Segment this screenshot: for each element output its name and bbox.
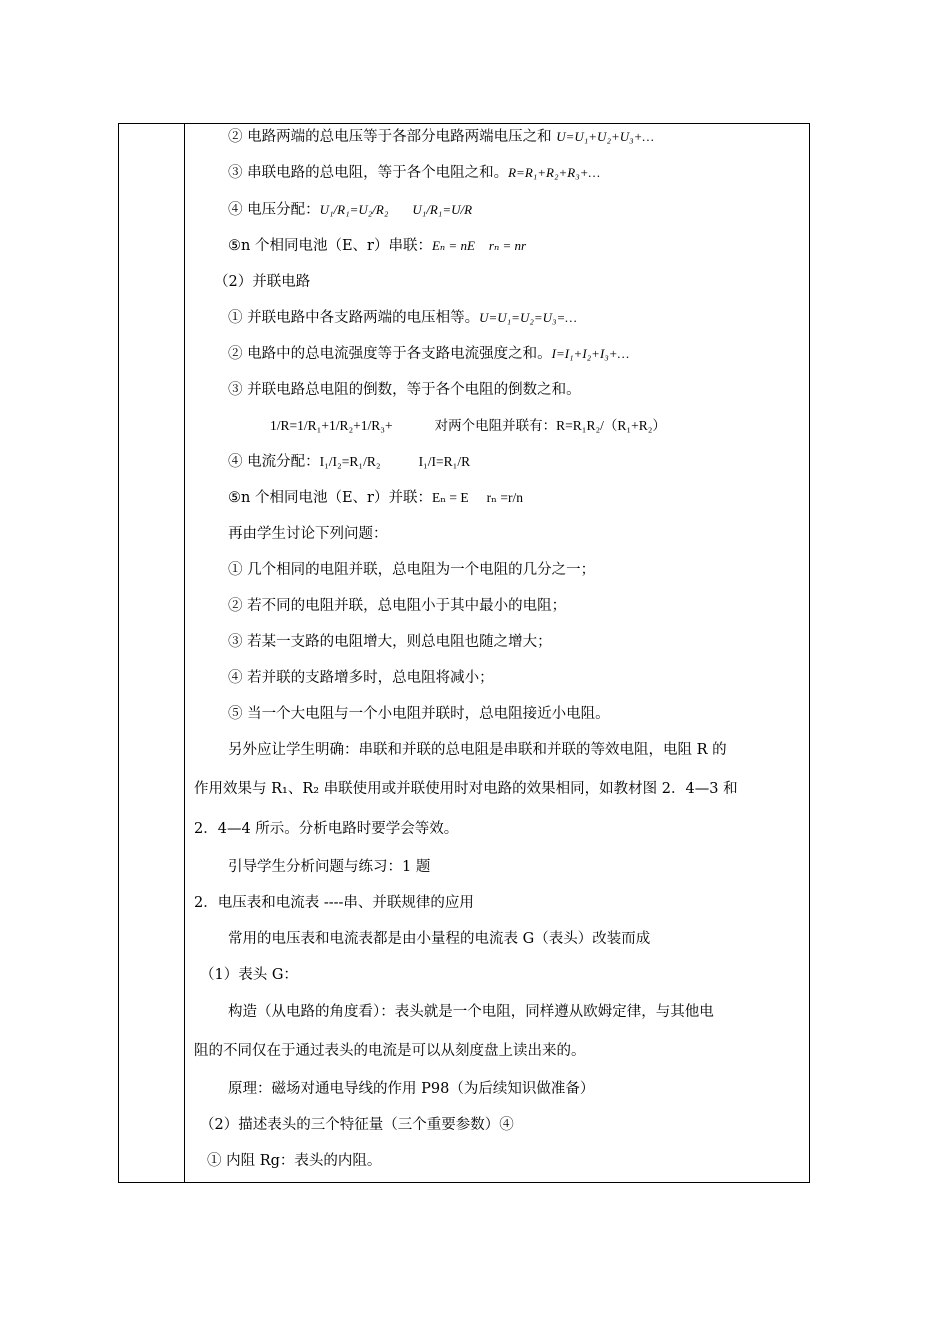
meter-internal-resistance: ① 内阻 Rg：表头的内阻。 [207,1153,382,1169]
exercise-line: 引导学生分析问题与练习：1 题 [228,859,431,875]
parallel-rule-4: ④ 电流分配：I₁/I₂=R₁/R₂ I₁/I=R₁/R [228,454,471,470]
parallel-resistance-formula: 1/R=1/R₁+1/R₂+1/R₃+ 对两个电阻并联有：R=R₁R₂/（R₁+R₂） [270,418,666,433]
parallel-heading: （2）并联电路 [214,274,311,290]
discussion-intro: 再由学生讨论下列问题： [228,526,388,542]
parallel-rule-5: ⑤n 个相同电池（E、r）并联：Eₙ = E rₙ =r/n [228,490,523,506]
meter-g-heading: （1）表头 G： [200,967,298,983]
parallel-rule-2: ② 电路中的总电流强度等于各支路电流强度之和。I=I₁+I₂+I₃+… [228,346,630,362]
content-area [194,0,804,1344]
discussion-item: ⑤ 当一个大电阻与一个小电阻并联时，总电阻接近小电阻。 [228,706,610,722]
meters-intro: 常用的电压表和电流表都是由小量程的电流表 G（表头）改装而成 [228,931,651,947]
series-rule-5: ⑤n 个相同电池（E、r）串联：Eₙ = nE rₙ = nr [228,238,527,254]
meter-principle: 原理：磁场对通电导线的作用 P98（为后续知识做准备） [228,1081,595,1097]
table-column-divider [184,123,185,1183]
meter-structure-line-2: 阻的不同仅在于通过表头的电流是可以从刻度盘上读出来的。 [194,1043,586,1059]
parallel-rule-3: ③ 并联电路总电阻的倒数，等于各个电阻的倒数之和。 [228,382,581,398]
discussion-item: ④ 若并联的支路增多时，总电阻将减小； [228,670,494,686]
note-line-2: 作用效果与 R₁、R₂ 串联使用或并联使用时对电路的效果相同，如教材图 2．4—3 和 [194,781,738,797]
meters-title: 2．电压表和电流表 ----串、并联规律的应用 [194,895,474,911]
meter-params-heading: （2）描述表头的三个特征量（三个重要参数）④ [200,1117,514,1133]
discussion-item: ② 若不同的电阻并联，总电阻小于其中最小的电阻； [228,598,567,614]
series-rule-2: ② 电路两端的总电压等于各部分电路两端电压之和 U=U₁+U₂+U₃+… [228,129,654,145]
meter-structure-line-1: 构造（从电路的角度看）：表头就是一个电阻，同样遵从欧姆定律，与其他电 [228,1004,714,1020]
discussion-item: ③ 若某一支路的电阻增大，则总电阻也随之增大； [228,634,552,650]
note-line-3: 2．4—4 所示。分析电路时要学会等效。 [194,821,459,837]
series-rule-3: ③ 串联电路的总电阻，等于各个电阻之和。R=R₁+R₂+R₃+… [228,165,601,181]
note-line-1: 另外应让学生明确：串联和并联的总电阻是串联和并联的等效电阻，电阻 R 的 [228,742,727,758]
series-rule-4: ④ 电压分配：U₁/R₁=U₂/R₂ U₁/R₁=U/R [228,202,473,218]
parallel-rule-1: ① 并联电路中各支路两端的电压相等。U=U₁=U₂=U₃=… [228,310,577,326]
discussion-item: ① 几个相同的电阻并联，总电阻为一个电阻的几分之一； [228,562,596,578]
